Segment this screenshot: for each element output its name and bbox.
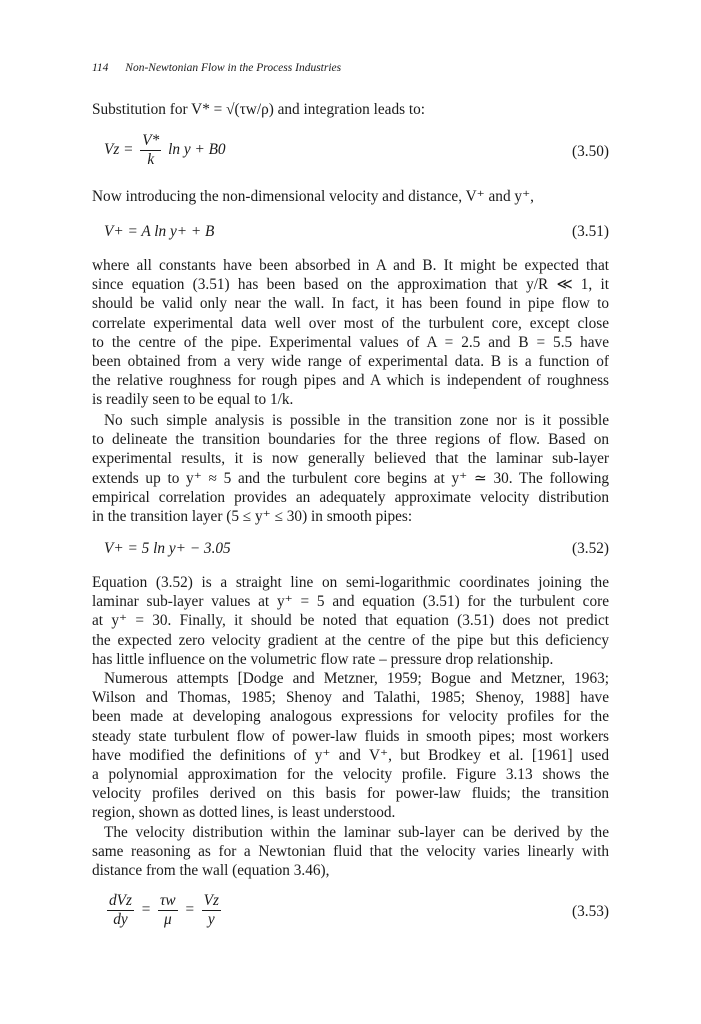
denominator: y	[207, 911, 215, 928]
text-line: have modified the definitions of y⁺ and V⁺, but Brodkey et al. [1961] used	[92, 746, 609, 764]
running-header	[92, 62, 341, 74]
text-line: distance from the wall (equation 3.46),	[92, 862, 330, 880]
eq-rhs: ln y + B0	[168, 141, 226, 159]
page-number: 114	[92, 62, 109, 74]
equation-number: (3.50)	[572, 143, 609, 160]
text-line: Substitution for V* = √(τw/ρ) and integration leads to:	[92, 101, 426, 118]
text-line: should be valid only near the wall. In fact, it has been found in pipe flow to	[92, 295, 609, 313]
text-line: to delineate the transition boundaries for the three regions of flow. Based on	[92, 431, 609, 449]
text-line: steady state turbulent flow of power-law fluids in smooth pipes; most workers	[92, 727, 609, 745]
equation-number: (3.51)	[572, 223, 609, 240]
text-line: Numerous attempts [Dodge and Metzner, 1959; Bogue and Metzner, 1963;	[104, 670, 609, 687]
text-line: laminar sub-layer values at y⁺ = 5 and equation (3.51) for the turbulent core	[92, 593, 609, 611]
fraction	[107, 892, 134, 929]
text-line: at y⁺ = 30. Finally, it should be noted that equation (3.51) does not predict	[92, 612, 609, 630]
text-line: to the centre of the pipe. Experimental values of A = 2.5 and B = 5.5 have	[92, 333, 609, 351]
denominator: dy	[113, 911, 128, 928]
equation-3-50	[104, 132, 226, 169]
text-line: experimental results, it is now generally believed that the laminar sub-layer	[92, 450, 609, 468]
text-line: extends up to y⁺ ≈ 5 and the turbulent core begins at y⁺ ≃ 30. The following	[92, 469, 609, 487]
text-line: The velocity distribution within the laminar sub-layer can be derived by the	[104, 824, 609, 841]
equation-number: (3.53)	[572, 903, 609, 920]
text-line: No such simple analysis is possible in the transition zone nor is it possible	[104, 412, 609, 429]
fraction	[158, 892, 178, 929]
text-line: correlate experimental data well over most of the turbulent core, except close	[92, 314, 609, 332]
eq-lhs: Vz =	[104, 141, 134, 159]
text-line: been obtained from a very wide range of experimental data. B is a function of	[92, 353, 609, 370]
equation-3-52: V+ = 5 ln y+ − 3.05	[104, 540, 231, 557]
fraction	[140, 132, 161, 169]
text-line: Now introducing the non-dimensional velocity and distance, V⁺ and y⁺,	[92, 188, 534, 205]
text-line: where all constants have been absorbed in A and B. It might be expected that	[92, 257, 609, 274]
text-line: the expected zero velocity gradient at the centre of the pipe but this deficiency	[92, 631, 609, 649]
denominator: k	[147, 151, 155, 168]
numerator: τw	[159, 892, 176, 909]
text-line: been made at developing analogous expressions for velocity profiles for the	[92, 708, 609, 726]
equation-number: (3.52)	[572, 540, 609, 557]
running-title: Non-Newtonian Flow in the Process Industries	[125, 62, 342, 74]
equation-3-53: $\frac{\text{dVz}}{dy}$ = $\frac{\tau w}{\mu}$ = $\frac{Vz}{y}$	[109, 892, 219, 928]
numerator: dVz	[109, 892, 132, 909]
numerator: V*	[142, 132, 160, 149]
numerator: Vz	[203, 892, 219, 909]
text-line: a polynomial approximation for the velocity profile. Figure 3.13 shows the	[92, 766, 609, 783]
text-line: same reasoning as for a Newtonian fluid that the velocity varies linearly with	[92, 843, 609, 861]
text-line: Wilson and Thomas, 1985; Shenoy and Talathi, 1985; Shenoy, 1988] have	[92, 689, 609, 707]
text-line: velocity profiles derived on this basis for power-law fluids; the transition	[92, 785, 609, 803]
text-line: is readily seen to be equal to 1/k.	[92, 391, 294, 409]
text-line: in the transition layer (5 ≤ y⁺ ≤ 30) in smooth pipes:	[92, 508, 413, 525]
text-line: has little influence on the volumetric flow rate – pressure drop relationship.	[92, 650, 554, 668]
text-line: region, shown as dotted lines, is least understood.	[92, 804, 396, 822]
text-line: empirical correlation provides an adequately approximate velocity distribution	[92, 488, 609, 506]
text-line: the relative roughness for rough pipes and A which is independent of roughness	[92, 372, 609, 390]
equation-3-51: V+ = A ln y+ + B	[104, 223, 215, 240]
denominator: μ	[163, 911, 172, 928]
fraction	[202, 892, 221, 929]
text-line: Equation (3.52) is a straight line on semi-logarithmic coordinates joining the	[92, 574, 609, 591]
text-line: since equation (3.51) has been based on the approximation that y/R ≪ 1, it	[92, 276, 609, 294]
